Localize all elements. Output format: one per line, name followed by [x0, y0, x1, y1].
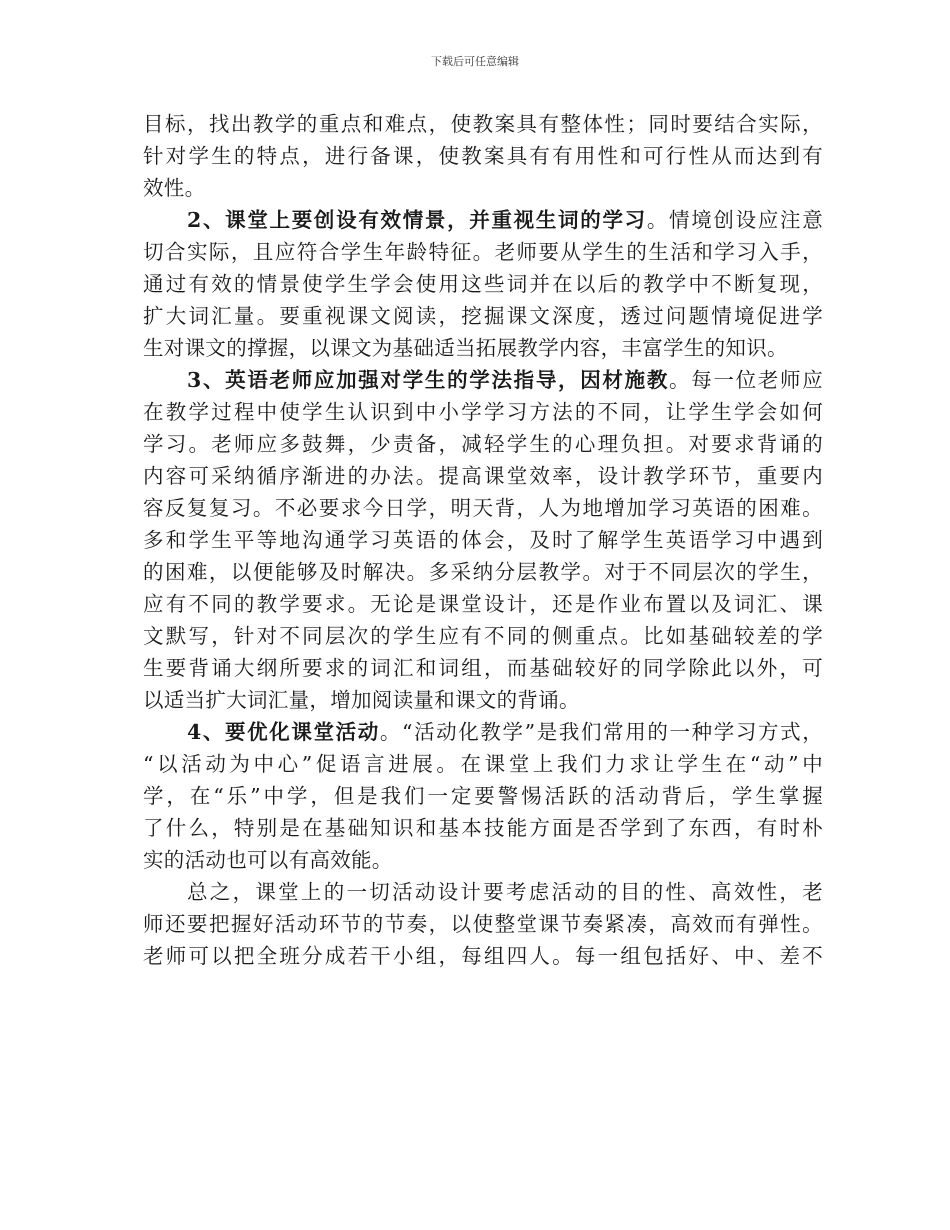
text-line: 应有不同的教学要求。无论是课堂设计，还是作业布置以及词汇、课: [143, 592, 823, 616]
paragraph-2: [143, 204, 823, 364]
paragraph-1: [143, 108, 823, 204]
text-line: 老师可以把全班分成若干小组，每组四人。每一组包括好、中、差不: [143, 944, 823, 968]
text-line: 通过有效的情景使学生学会使用这些词并在以后的教学中不断复现，: [143, 272, 823, 296]
text-line: 学，在“乐”中学，但是我们一定要警惕活跃的活动背后，学生掌握: [143, 784, 823, 808]
text-line: [143, 204, 823, 236]
text-line: 切合实际，且应符合学生年龄特征。老师要从学生的生活和学习入手，: [143, 240, 823, 264]
text-line: 生对课文的撑握，以课文为基础适当拓展教学内容，丰富学生的知识。: [143, 336, 788, 360]
text-line: 以适当扩大词汇量，增加阅读量和课文的背诵。: [143, 688, 580, 712]
text-line: 了什么，特别是在基础知识和基本技能方面是否学到了东西，有时朴: [143, 816, 823, 840]
text-line: 效性。: [143, 176, 206, 200]
paragraph-5: [143, 876, 823, 972]
text-line: 扩大词汇量。要重视课文阅读，挖掘课文深度，透过问题情境促进学: [143, 304, 823, 328]
text-fragment: 。每一位老师应: [669, 368, 823, 392]
text-line: 容反复复习。不必要求今日学，明天背，人为地增加学习英语的困难。: [143, 496, 823, 520]
text-line: 的困难，以便能够及时解决。多采纳分层教学。对于不同层次的学生，: [143, 560, 823, 584]
paragraph-heading: 4、要优化课堂活动: [187, 720, 380, 744]
text-line: 文默写，针对不同层次的学生应有不同的侧重点。比如基础较差的学: [143, 624, 823, 648]
text-line: 在教学过程中使学生认识到中小学学习方法的不同，让学生学会如何: [143, 400, 823, 424]
text-fragment: 。情境创设应注意: [646, 208, 824, 232]
text-line: 目标，找出教学的重点和难点，使教案具有整体性；同时要结合实际，: [143, 112, 823, 136]
text-fragment: 。“活动化教学”是我们常用的一种学习方式，: [379, 720, 823, 744]
text-line: 多和学生平等地沟通学习英语的体会，及时了解学生英语学习中遇到: [143, 528, 823, 552]
paragraph-heading: 3、英语老师应加强对学生的学法指导，因材施教: [187, 368, 670, 392]
paragraph-4: [143, 716, 823, 876]
text-line: [143, 716, 823, 748]
text-line: 总之，课堂上的一切活动设计要考虑活动的目的性、高效性，老: [187, 880, 823, 904]
paragraph-3: [143, 364, 823, 716]
text-line: 内容可采纳循序渐进的办法。提高课堂效率，设计教学环节，重要内: [143, 464, 823, 488]
text-line: [143, 364, 823, 396]
text-line: 学习。老师应多鼓舞，少责备，减轻学生的心理负担。对要求背诵的: [143, 432, 823, 456]
text-line: 师还要把握好活动环节的节奏，以使整堂课节奏紧凑，高效而有弹性。: [143, 912, 823, 936]
document-body: [143, 108, 823, 972]
paragraph-heading: 2、课堂上要创设有效情景，并重视生词的学习: [187, 208, 647, 232]
text-line: 生要背诵大纲所要求的词汇和词组，而基础较好的同学除此以外，可: [143, 656, 823, 680]
text-line: 针对学生的特点，进行备课，使教案具有有用性和可行性从而达到有: [143, 144, 823, 168]
text-line: “以活动为中心”促语言进展。在课堂上我们力求让学生在“动”中: [143, 752, 823, 776]
text-line: 实的活动也可以有高效能。: [143, 848, 393, 872]
page-header: 下载后可任意编辑: [431, 55, 519, 68]
